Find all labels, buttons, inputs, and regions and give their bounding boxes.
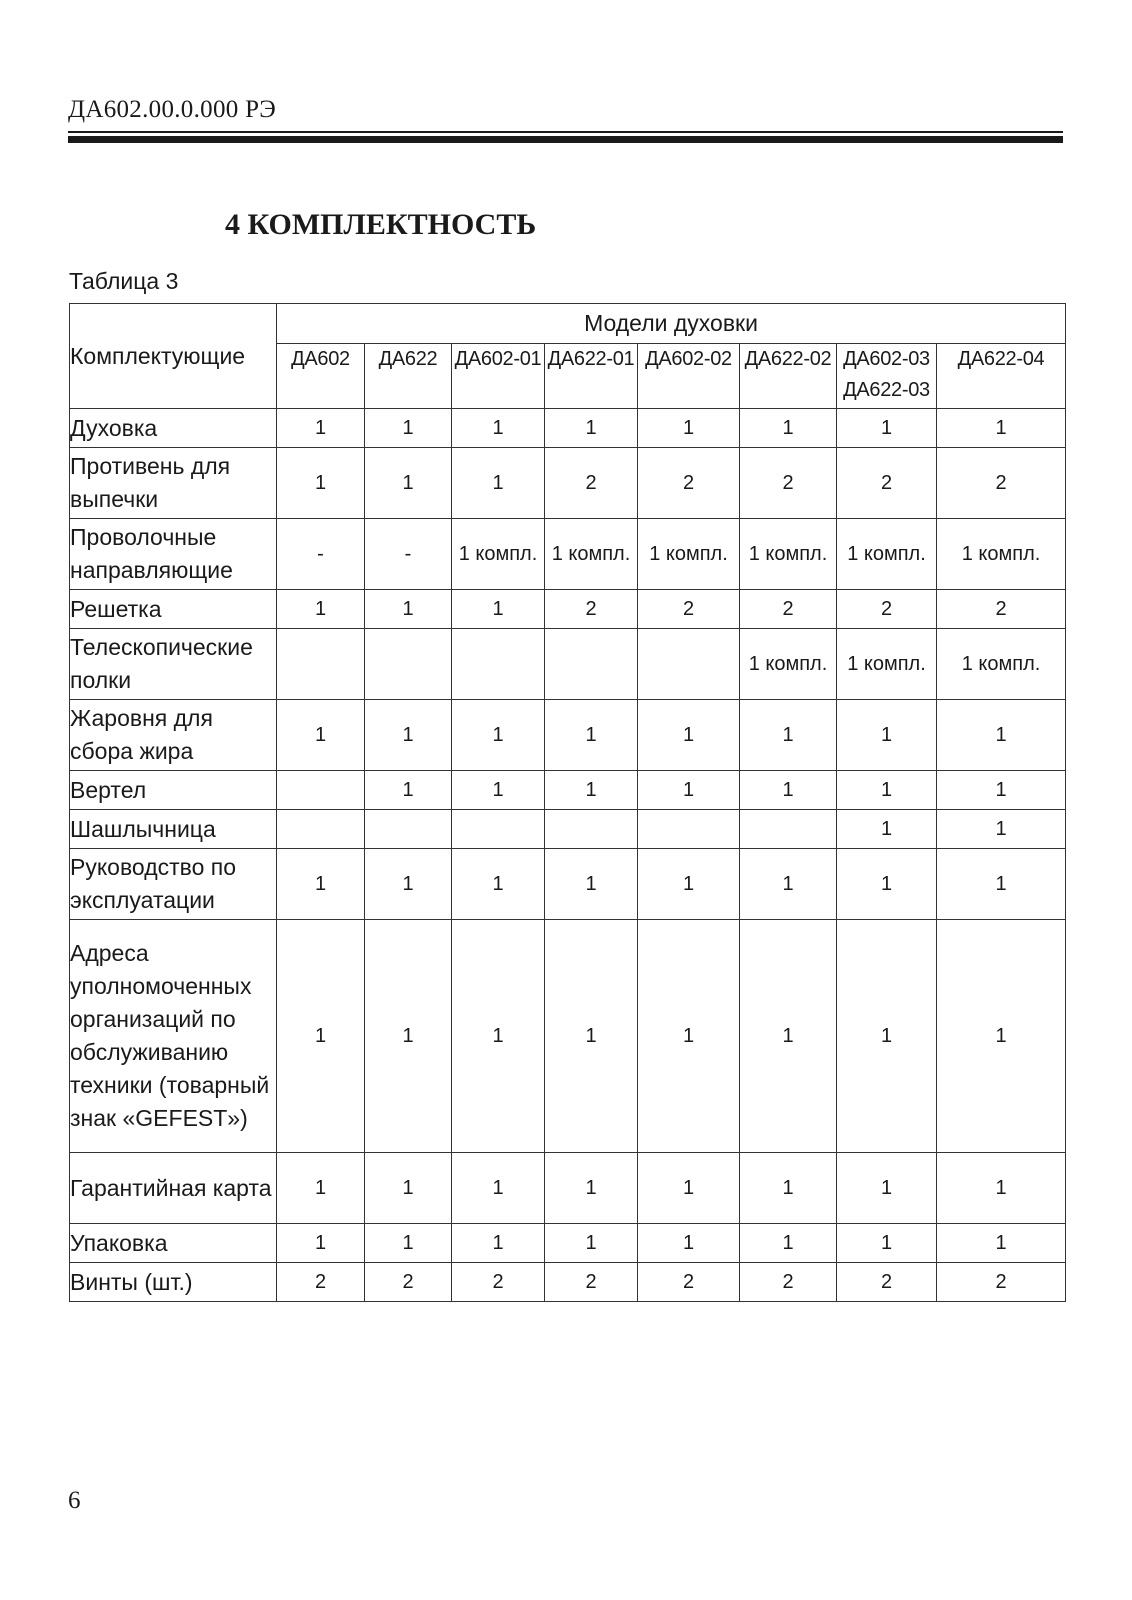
quantity-cell: 2 [277, 1263, 365, 1302]
quantity-cell: 2 [937, 448, 1066, 519]
item-name-cell: Духовка [70, 409, 277, 448]
table-row [70, 849, 1066, 920]
table-row [70, 771, 1066, 810]
quantity-cell: 1 компл. [545, 519, 638, 590]
quantity-cell: 1 [837, 1153, 937, 1224]
quantity-cell: - [277, 519, 365, 590]
quantity-cell: 1 [452, 849, 545, 920]
quantity-cell: 1 [740, 1153, 837, 1224]
item-name-cell: Руководство по эксплуатации [70, 849, 277, 920]
quantity-cell: 1 [277, 590, 365, 629]
quantity-cell: 2 [740, 448, 837, 519]
quantity-cell: 1 компл. [452, 519, 545, 590]
quantity-cell: 2 [740, 590, 837, 629]
item-name-cell: Вертел [70, 771, 277, 810]
item-name-cell: Жаровня для сбора жира [70, 700, 277, 771]
quantity-cell: 1 [277, 849, 365, 920]
quantity-cell: 1 [365, 409, 452, 448]
quantity-cell: 1 [277, 409, 365, 448]
quantity-cell [365, 810, 452, 849]
quantity-cell: 1 [837, 409, 937, 448]
quantity-cell [638, 629, 740, 700]
quantity-cell: 1 [937, 700, 1066, 771]
model-header-cell: ДА622 [365, 344, 452, 409]
quantity-cell: 1 [277, 1153, 365, 1224]
quantity-cell: 1 [545, 849, 638, 920]
quantity-cell: 1 [545, 700, 638, 771]
quantity-cell: 2 [365, 1263, 452, 1302]
quantity-cell: 1 [740, 409, 837, 448]
header-row-group [70, 304, 1066, 344]
quantity-cell: 1 [837, 700, 937, 771]
table-row [70, 629, 1066, 700]
quantity-cell [277, 629, 365, 700]
table-row [70, 1224, 1066, 1263]
quantity-cell: 1 [277, 700, 365, 771]
quantity-cell: 1 [937, 920, 1066, 1153]
model-header-cell: ДА622-01 [545, 344, 638, 409]
quantity-cell: 1 [365, 700, 452, 771]
quantity-cell: 1 [937, 810, 1066, 849]
first-column-header: Комплектующие [70, 304, 277, 409]
quantity-cell: 1 [452, 409, 545, 448]
quantity-cell: 1 [545, 1224, 638, 1263]
quantity-cell: 2 [545, 448, 638, 519]
quantity-cell: 1 [740, 849, 837, 920]
quantity-cell: 1 [638, 771, 740, 810]
quantity-cell [452, 810, 545, 849]
model-header-cell: ДА602 [277, 344, 365, 409]
quantity-cell: 1 [837, 1224, 937, 1263]
quantity-cell: 1 [740, 920, 837, 1153]
quantity-cell: 1 [365, 1153, 452, 1224]
quantity-cell: 1 [937, 409, 1066, 448]
quantity-cell: 1 компл. [740, 519, 837, 590]
quantity-cell: 1 [740, 700, 837, 771]
quantity-cell: 1 компл. [740, 629, 837, 700]
table-header [70, 304, 1066, 409]
item-name-cell: Винты (шт.) [70, 1263, 277, 1302]
quantity-cell [545, 810, 638, 849]
section-title: 4 КОМПЛЕКТНОСТЬ [225, 208, 537, 241]
quantity-cell: 1 [452, 448, 545, 519]
page-number: 6 [68, 1487, 81, 1514]
quantity-cell [638, 810, 740, 849]
quantity-cell: 1 [837, 849, 937, 920]
table-row [70, 409, 1066, 448]
header-rule-thick [68, 136, 1063, 143]
quantity-cell: 2 [638, 448, 740, 519]
quantity-cell: 1 [740, 1224, 837, 1263]
quantity-cell: 1 [638, 849, 740, 920]
quantity-cell: 2 [837, 448, 937, 519]
item-name-cell: Противень для выпечки [70, 448, 277, 519]
quantity-cell: 1 [365, 590, 452, 629]
table-row [70, 1263, 1066, 1302]
quantity-cell: 1 [452, 1224, 545, 1263]
quantity-cell: 1 компл. [638, 519, 740, 590]
quantity-cell: 2 [545, 590, 638, 629]
item-name-cell: Упаковка [70, 1224, 277, 1263]
quantity-cell: 1 [638, 409, 740, 448]
quantity-cell [277, 771, 365, 810]
table-caption: Таблица 3 [69, 268, 179, 294]
table-row [70, 1153, 1066, 1224]
completeness-table [69, 303, 1066, 1302]
item-name-cell: Адреса уполномоченных организаций по обслуживанию техники (товарный знак «GEFEST») [70, 920, 277, 1153]
quantity-cell: 1 компл. [837, 519, 937, 590]
quantity-cell: 2 [638, 1263, 740, 1302]
quantity-cell: 1 компл. [837, 629, 937, 700]
table-row [70, 519, 1066, 590]
quantity-cell: 1 [837, 810, 937, 849]
table-body [70, 409, 1066, 1302]
quantity-cell: 1 [277, 1224, 365, 1263]
item-name-cell: Телескопические полки [70, 629, 277, 700]
quantity-cell: 1 [837, 920, 937, 1153]
item-name-cell: Шашлычница [70, 810, 277, 849]
quantity-cell: 2 [937, 590, 1066, 629]
quantity-cell: 2 [638, 590, 740, 629]
models-group-header: Модели духовки [277, 304, 1066, 344]
quantity-cell: 1 [452, 590, 545, 629]
quantity-cell: 2 [837, 1263, 937, 1302]
quantity-cell: 1 [365, 849, 452, 920]
quantity-cell: 2 [937, 1263, 1066, 1302]
quantity-cell: 1 компл. [937, 519, 1066, 590]
table-row [70, 448, 1066, 519]
quantity-cell: - [365, 519, 452, 590]
quantity-cell [365, 629, 452, 700]
table-row [70, 700, 1066, 771]
quantity-cell: 2 [837, 590, 937, 629]
quantity-cell: 1 [638, 1153, 740, 1224]
quantity-cell: 1 [545, 1153, 638, 1224]
quantity-cell: 1 [365, 1224, 452, 1263]
quantity-cell: 1 [452, 700, 545, 771]
item-name-cell: Гарантийная карта [70, 1153, 277, 1224]
document-code: ДА602.00.0.000 РЭ [68, 96, 277, 123]
header-rule-thin [68, 131, 1063, 133]
quantity-cell: 1 [452, 920, 545, 1153]
quantity-cell: 1 [937, 1224, 1066, 1263]
quantity-cell: 1 [638, 920, 740, 1153]
quantity-cell: 1 [277, 920, 365, 1153]
quantity-cell: 1 [452, 1153, 545, 1224]
quantity-cell: 1 [937, 849, 1066, 920]
quantity-cell [277, 810, 365, 849]
quantity-cell: 1 [452, 771, 545, 810]
model-header-cell: ДА602-03 ДА622-03 [837, 344, 937, 409]
table-row [70, 810, 1066, 849]
quantity-cell: 1 [937, 771, 1066, 810]
table-row [70, 920, 1066, 1153]
quantity-cell: 1 [545, 409, 638, 448]
model-header-cell: ДА602-01 [452, 344, 545, 409]
table-row [70, 590, 1066, 629]
quantity-cell [740, 810, 837, 849]
quantity-cell: 1 [545, 771, 638, 810]
quantity-cell: 1 [937, 1153, 1066, 1224]
quantity-cell: 1 [277, 448, 365, 519]
quantity-cell: 1 компл. [937, 629, 1066, 700]
quantity-cell: 2 [740, 1263, 837, 1302]
model-header-cell: ДА622-02 [740, 344, 837, 409]
quantity-cell: 1 [545, 920, 638, 1153]
quantity-cell: 1 [365, 920, 452, 1153]
quantity-cell [452, 629, 545, 700]
quantity-cell [545, 629, 638, 700]
item-name-cell: Решетка [70, 590, 277, 629]
quantity-cell: 1 [638, 1224, 740, 1263]
quantity-cell: 2 [545, 1263, 638, 1302]
item-name-cell: Проволочные направляющие [70, 519, 277, 590]
quantity-cell: 1 [365, 771, 452, 810]
quantity-cell: 1 [365, 448, 452, 519]
quantity-cell: 1 [837, 771, 937, 810]
model-header-cell: ДА602-02 [638, 344, 740, 409]
model-header-cell: ДА622-04 [937, 344, 1066, 409]
quantity-cell: 1 [740, 771, 837, 810]
quantity-cell: 1 [638, 700, 740, 771]
quantity-cell: 2 [452, 1263, 545, 1302]
